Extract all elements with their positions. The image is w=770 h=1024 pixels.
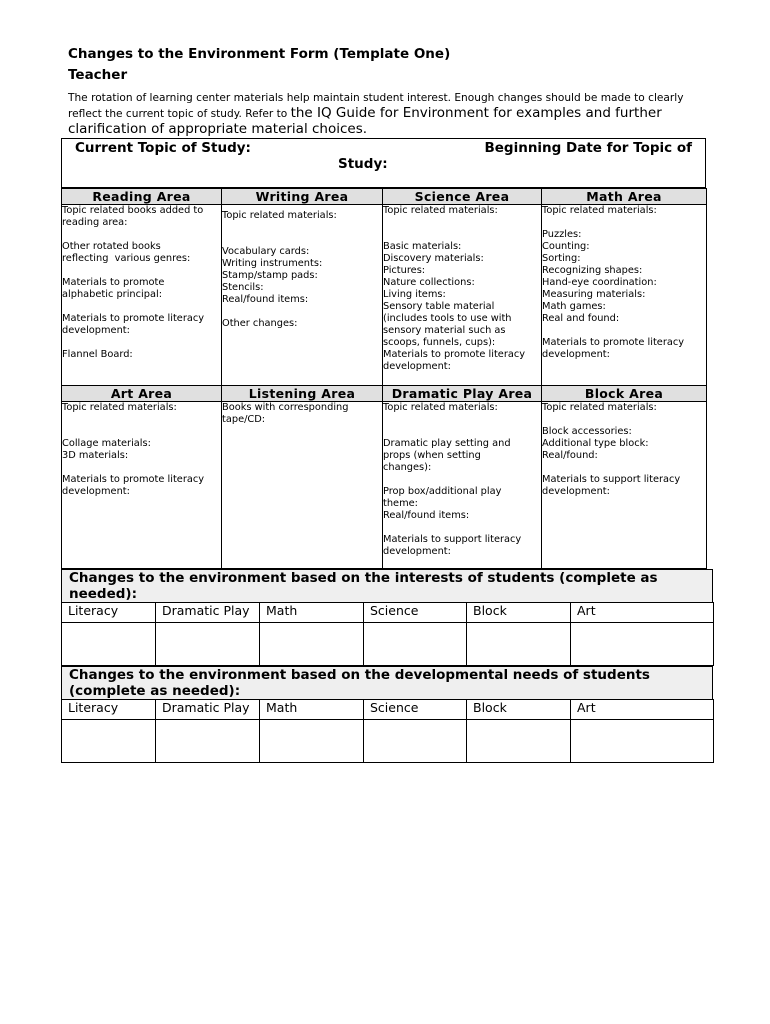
column-header: Science	[364, 603, 467, 623]
area-item-line	[383, 426, 541, 438]
area-item-line	[62, 426, 221, 438]
area-item-line: Counting:	[542, 241, 590, 252]
area-item-line	[383, 229, 541, 241]
area-item-line: Topic related materials:	[222, 210, 337, 221]
developmental-entry-row	[62, 720, 714, 763]
area-item-line: alphabetic principal:	[62, 289, 162, 300]
beginning-date-label-cont: Study:	[338, 156, 388, 172]
area-item-line: Basic materials:	[383, 241, 462, 252]
area-heading: Block Area	[542, 386, 707, 402]
area-item-line	[62, 462, 221, 474]
areas-body-row-2	[62, 402, 707, 569]
interests-table	[61, 602, 714, 666]
listening-area-cell[interactable]	[222, 402, 383, 569]
area-item-line: Additional type block:	[542, 438, 649, 449]
interests-section	[61, 569, 713, 666]
area-item-line: Block accessories:	[542, 426, 632, 437]
area-item-line: Dramatic play setting and	[383, 438, 511, 449]
column-header: Art	[571, 603, 714, 623]
area-item-line: Materials to promote	[62, 277, 165, 288]
area-item-line: Math games:	[542, 301, 606, 312]
area-item-line: development:	[383, 361, 451, 372]
area-item-line: Nature collections:	[383, 277, 475, 288]
area-item-line: tape/CD:	[222, 414, 266, 425]
literacy-entry-cell[interactable]	[62, 720, 156, 763]
area-item-line: Materials to support literacy	[383, 534, 522, 545]
block-entry-cell[interactable]	[467, 720, 571, 763]
area-item-line: Stencils:	[222, 282, 264, 293]
area-item-line	[62, 301, 221, 313]
interests-header-row	[62, 603, 714, 623]
dramatic-play-entry-cell[interactable]	[156, 623, 260, 666]
area-item-line: Topic related materials:	[62, 402, 177, 413]
areas-body-row-1	[62, 205, 707, 386]
area-item-line: Real/found items:	[383, 510, 470, 521]
area-item-line: reflecting various genres:	[62, 253, 191, 264]
form-title: Changes to the Environment Form (Template One)	[68, 46, 451, 62]
area-heading: Art Area	[62, 386, 222, 402]
area-item-line: Living items:	[383, 289, 446, 300]
art-entry-cell[interactable]	[571, 623, 714, 666]
block-area-cell[interactable]	[542, 402, 707, 569]
area-heading: Listening Area	[222, 386, 383, 402]
area-item-line: Discovery materials:	[383, 253, 484, 264]
developmental-heading: Changes to the environment based on the developmental needs of students (complete as needed):	[61, 666, 713, 699]
interests-heading: Changes to the environment based on the interests of students (complete as needed):	[61, 569, 713, 602]
beginning-date-label[interactable]: Beginning Date for Topic of	[484, 140, 692, 156]
area-item-line: Other rotated books	[62, 241, 161, 252]
area-item-line: reading area:	[62, 217, 128, 228]
area-item-line: 3D materials:	[62, 450, 129, 461]
area-item-line: Flannel Board:	[62, 349, 133, 360]
areas-header-row-1	[62, 189, 707, 205]
area-item-line: theme:	[383, 498, 418, 509]
area-item-line: Recognizing shapes:	[542, 265, 643, 276]
area-item-line: development:	[542, 349, 610, 360]
area-item-line: Sensory table material	[383, 301, 495, 312]
column-header: Block	[467, 603, 571, 623]
block-entry-cell[interactable]	[467, 623, 571, 666]
column-header: Literacy	[62, 603, 156, 623]
reading-area-cell[interactable]	[62, 205, 222, 386]
area-item-line	[542, 414, 706, 426]
form-subtitle: Teacher	[68, 67, 128, 83]
area-heading: Dramatic Play Area	[383, 386, 542, 402]
area-item-line: development:	[542, 486, 610, 497]
current-topic-label[interactable]: Current Topic of Study:	[75, 140, 251, 156]
area-heading: Math Area	[542, 189, 707, 205]
area-item-line: Prop box/additional play	[383, 486, 502, 497]
area-item-line: Topic related materials:	[383, 402, 498, 413]
area-item-line: Materials to promote literacy	[542, 337, 685, 348]
area-item-line: scoops, funnels, cups):	[383, 337, 496, 348]
column-header: Literacy	[62, 700, 156, 720]
area-item-line: Topic related materials:	[542, 205, 657, 216]
area-item-line: Other changes:	[222, 318, 298, 329]
column-header: Dramatic Play	[156, 603, 260, 623]
column-header: Science	[364, 700, 467, 720]
dramatic-play-area-cell[interactable]	[383, 402, 542, 569]
math-entry-cell[interactable]	[260, 623, 364, 666]
area-item-line: Stamp/stamp pads:	[222, 270, 318, 281]
literacy-entry-cell[interactable]	[62, 623, 156, 666]
area-item-line	[383, 217, 541, 229]
area-item-line	[383, 414, 541, 426]
science-entry-cell[interactable]	[364, 623, 467, 666]
developmental-header-row	[62, 700, 714, 720]
area-item-line	[542, 325, 706, 337]
dramatic-play-entry-cell[interactable]	[156, 720, 260, 763]
area-item-line: Real and found:	[542, 313, 620, 324]
area-item-line: Hand-eye coordination:	[542, 277, 657, 288]
intro-large-text: the IQ Guide for Environment for examples and further clarification of appropriate material choices.	[68, 105, 662, 137]
writing-area-cell[interactable]	[222, 205, 383, 386]
area-item-line: Real/found:	[542, 450, 598, 461]
area-item-line	[62, 265, 221, 277]
area-item-line	[383, 474, 541, 486]
area-item-line: changes):	[383, 462, 432, 473]
interests-entry-row	[62, 623, 714, 666]
area-heading: Science Area	[383, 189, 542, 205]
area-item-line: Books with corresponding	[222, 402, 349, 413]
area-item-line: Topic related materials:	[383, 205, 498, 216]
area-item-line	[542, 462, 706, 474]
area-item-line	[542, 217, 706, 229]
area-item-line: Real/found items:	[222, 294, 309, 305]
intro-small-text: The rotation of learning center materials help maintain student interest. Enough changes should be made to clearly reflect the current topic of study. Refer to	[68, 92, 684, 120]
column-header: Block	[467, 700, 571, 720]
area-heading: Reading Area	[62, 189, 222, 205]
column-header: Math	[260, 603, 364, 623]
area-item-line: Materials to promote literacy	[62, 474, 205, 485]
area-item-line	[62, 414, 221, 426]
math-area-cell[interactable]	[542, 205, 707, 386]
intro-paragraph	[68, 91, 708, 138]
area-item-line: Puzzles:	[542, 229, 582, 240]
area-item-line	[383, 522, 541, 534]
area-item-line: Materials to promote literacy	[62, 313, 205, 324]
area-item-line: (includes tools to use with	[383, 313, 512, 324]
area-item-line: Writing instruments:	[222, 258, 323, 269]
area-item-line	[222, 234, 382, 246]
science-entry-cell[interactable]	[364, 720, 467, 763]
area-item-line: Collage materials:	[62, 438, 151, 449]
area-item-line: development:	[383, 546, 451, 557]
area-item-line: Materials to promote literacy	[383, 349, 526, 360]
art-area-cell[interactable]	[62, 402, 222, 569]
area-item-line: Sorting:	[542, 253, 581, 264]
area-item-line: Vocabulary cards:	[222, 246, 310, 257]
area-item-line: props (when setting	[383, 450, 481, 461]
area-item-line: Pictures:	[383, 265, 426, 276]
area-heading: Writing Area	[222, 189, 383, 205]
area-item-line: Materials to support literacy	[542, 474, 681, 485]
area-item-line: development:	[62, 486, 130, 497]
column-header: Art	[571, 700, 714, 720]
developmental-section	[61, 666, 713, 763]
area-item-line: development:	[62, 325, 130, 336]
area-item-line	[62, 337, 221, 349]
area-item-line	[222, 306, 382, 318]
column-header: Math	[260, 700, 364, 720]
math-entry-cell[interactable]	[260, 720, 364, 763]
topic-box	[61, 138, 706, 188]
area-item-line: Measuring materials:	[542, 289, 646, 300]
art-entry-cell[interactable]	[571, 720, 714, 763]
area-item-line: sensory material such as	[383, 325, 506, 336]
area-item-line	[222, 222, 382, 234]
learning-areas-table	[61, 188, 707, 569]
areas-header-row-2	[62, 386, 707, 402]
area-item-line: Topic related books added to	[62, 205, 204, 216]
column-header: Dramatic Play	[156, 700, 260, 720]
science-area-cell[interactable]	[383, 205, 542, 386]
developmental-table	[61, 699, 714, 763]
area-item-line	[62, 229, 221, 241]
area-item-line: Topic related materials:	[542, 402, 657, 413]
